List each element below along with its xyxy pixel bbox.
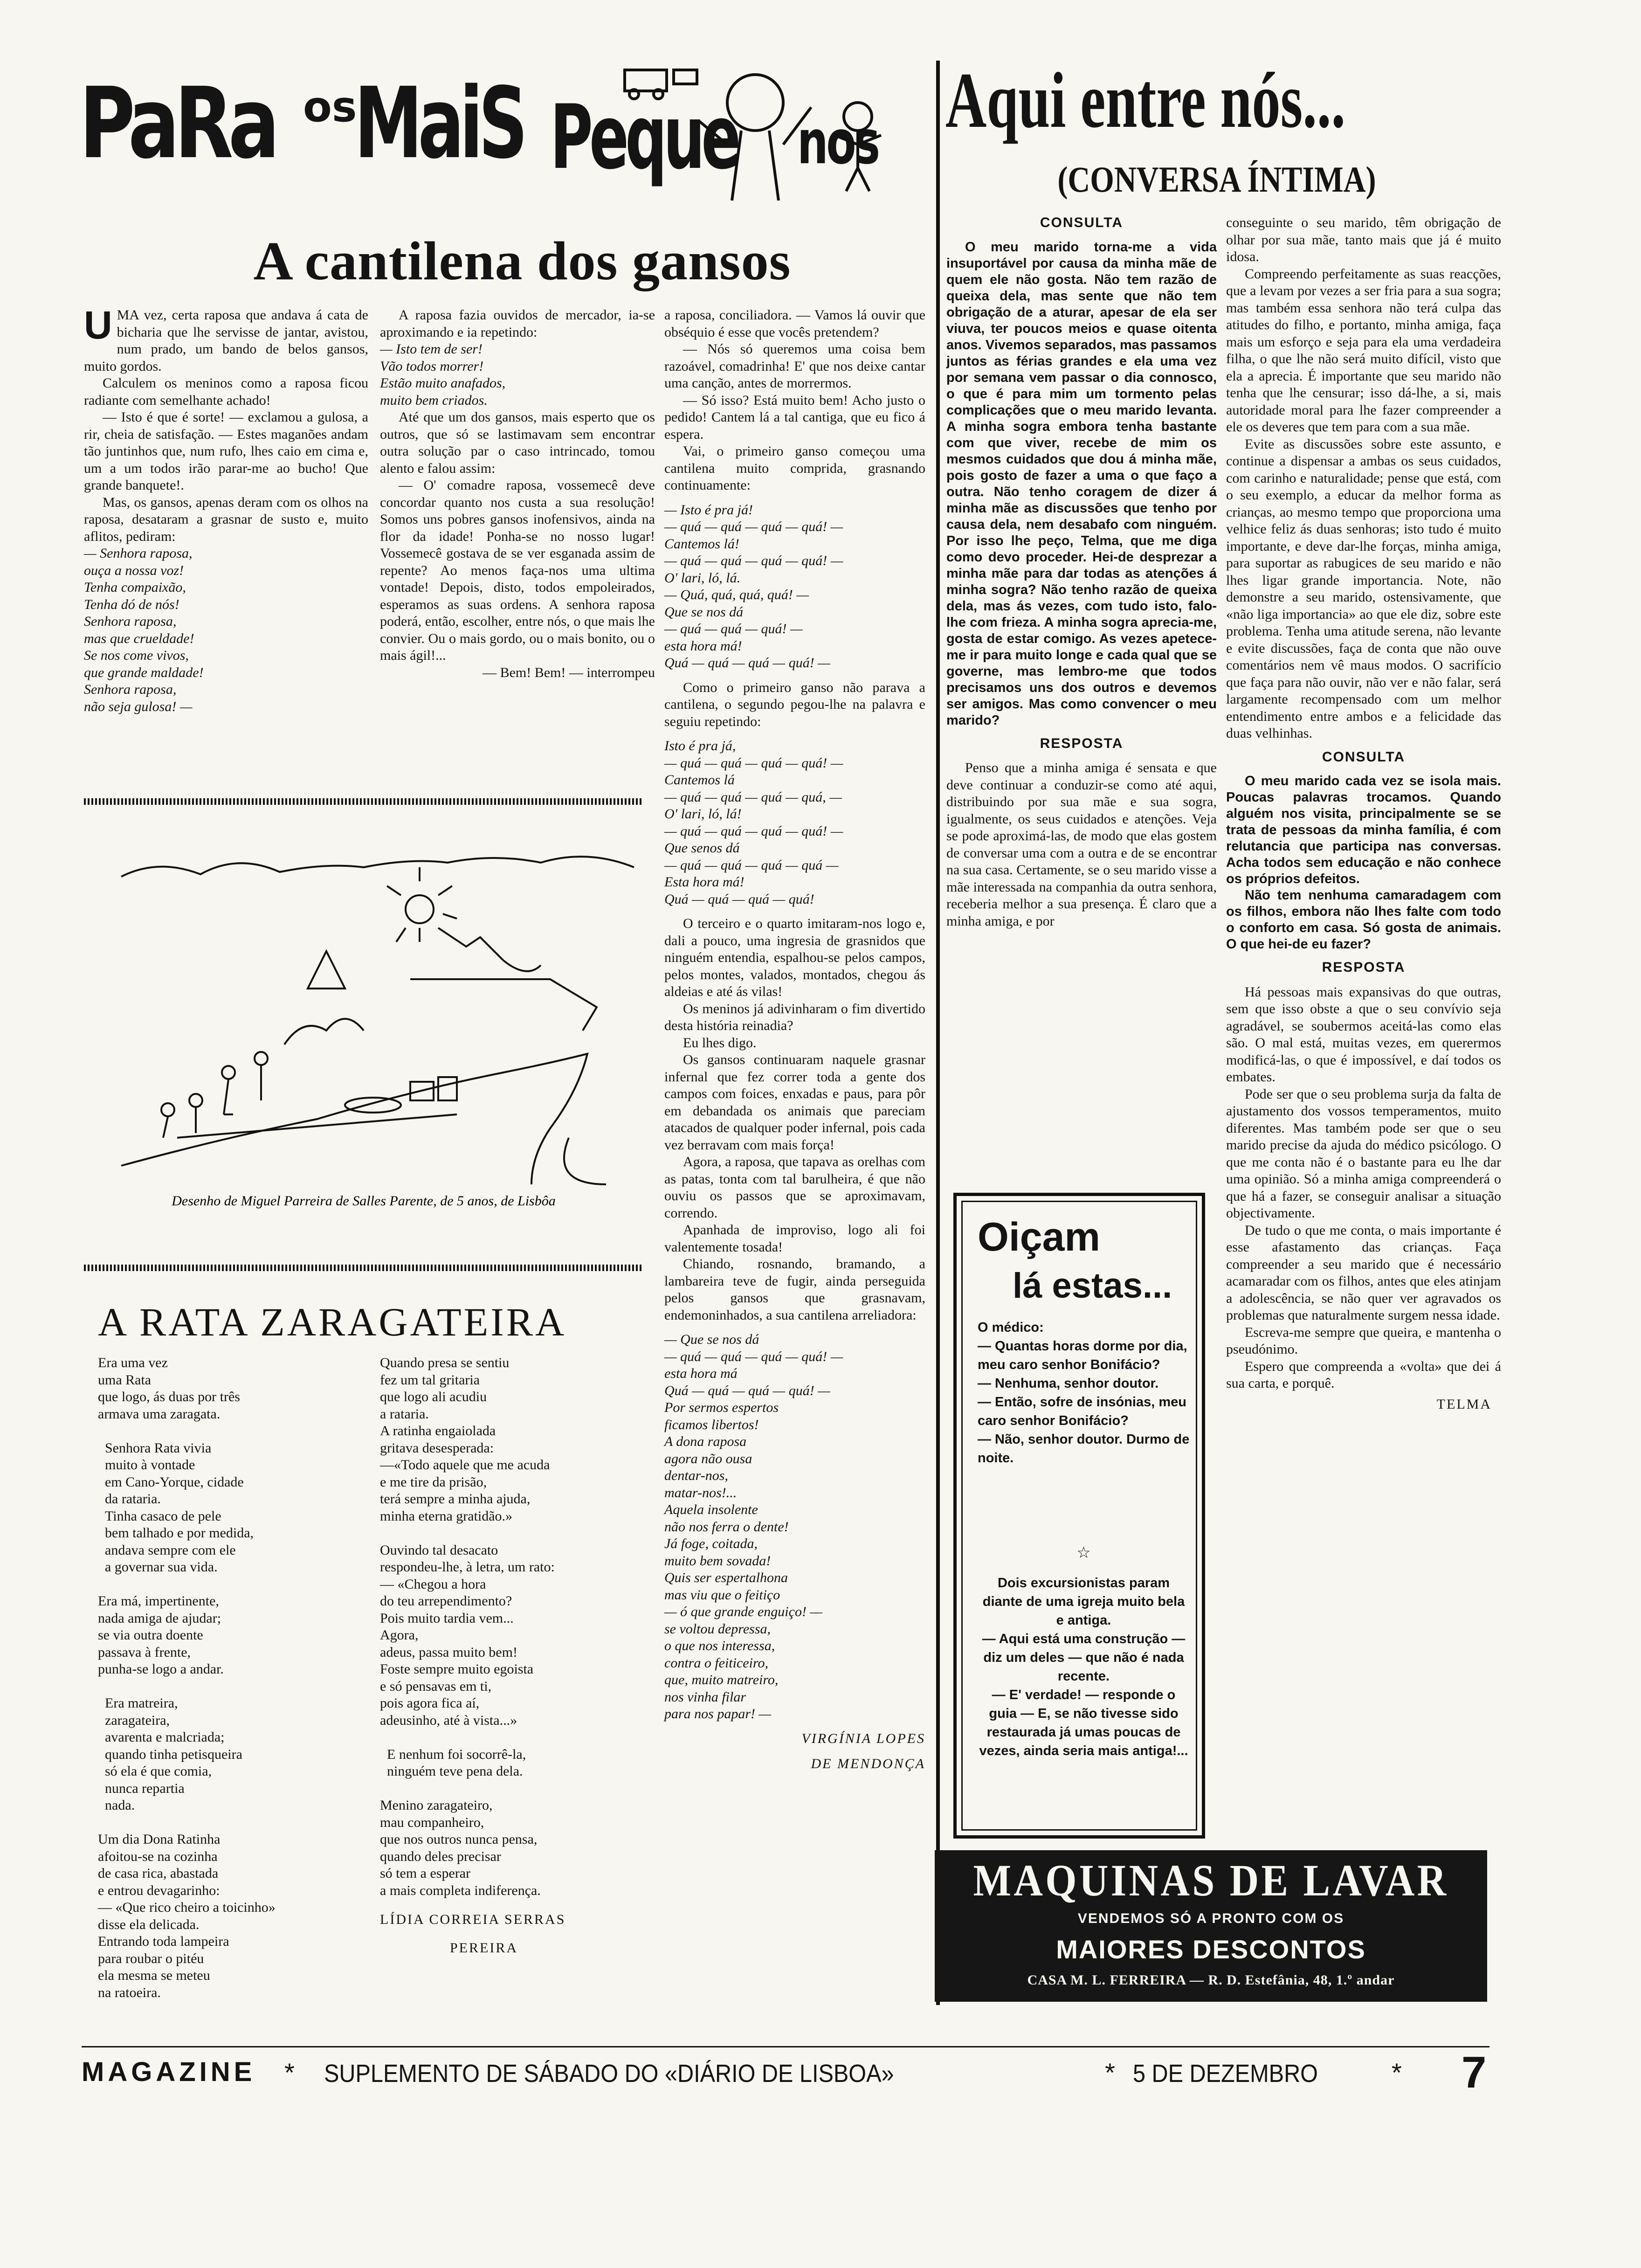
author-line: DE MENDONÇA <box>811 1756 925 1771</box>
jokes-title-2: lá estas... <box>1013 1266 1172 1306</box>
paragraph: Apanhada de improviso, logo ali foi valentemente tosada! <box>664 1222 925 1255</box>
paragraph: — O' comadre raposa, vossemecê deve concordar quanto nos custa a sua resolução! Somos uns pobres gansos inofensivos, ainda na flor da idade! Ponha-se no nosso lugar! Vossemecê gostava de se ver esganada assim de repente? Ao menos faça-nos uma ultima vontade! Depois, disto, todos empoleirados, esperamos as suas ordens. A senhora raposa poderá, então, escolher, entre nós, o que mais lhe convier. Ou o mais gordo, ou o mais bonito, ou o mais ágil!... <box>380 477 655 663</box>
paragraph: Vai, o primeiro ganso começou uma cantilena muito comprida, grasnando continuamente: <box>664 443 925 493</box>
paragraph: Calculem os meninos como a raposa ficou radiante com semelhante achado! <box>84 375 368 408</box>
drawing-caption: Desenho de Miguel Parreira de Salles Parente, de 5 anos, de Lisbôa <box>172 1193 556 1209</box>
consulta-heading: CONSULTA <box>1040 215 1124 230</box>
paragraph: MA vez, certa raposa que andava á cata de bicharia que lhe servisse de jantar, avistou, num prado, um bando de belos gansos, muito gordos. <box>84 307 368 374</box>
ad-line-1: VENDEMOS SÓ A PRONTO COM OS <box>1077 1911 1345 1926</box>
joke-1: O médico: — Quantas horas dorme por dia, meu caro senhor Bonifácio? — Nenhuma, senhor doutor. — Então, sofre de insónias, meu caro senhor Bonifácio? — Não, senhor doutor. Durmo de noite. <box>978 1320 1190 1466</box>
ad-line-2: MAIORES DESCONTOS <box>1056 1935 1366 1964</box>
author-line: LÍDIA CORREIA SERRAS <box>380 1912 566 1927</box>
footer <box>82 2047 1489 2103</box>
footer-magazine: MAGAZINE <box>82 2057 256 2087</box>
masthead-title-peque: Peque <box>550 86 738 189</box>
column-divider <box>936 61 940 2005</box>
poem: — Que se nos dá — quá — quá — quá — quá! — esta hora má Quá — quá — quá — quá! — Por sermos espertos ficamos libertos! A dona raposa agora não ousa dentar-nos, matar-nos!... Aquela insolente não nos ferra o dente! Já foge, coitada, muito bem sovada! Quis ser espertalhona mas viu que o feitiço — ó que grande enguiço! — se voltou depressa, o que nos interessa, contra o feiticeiro, que, muito matreiro, nos vinha filar para nos papar! — <box>664 1332 843 1722</box>
author-line: PEREIRA <box>450 1940 518 1956</box>
footer-star-3: * <box>1392 2058 1402 2087</box>
paragraph: Chiando, rosnando, bramando, a lambareira teve de fugir, ainda perseguida pelos gansos que grasnavam, endemoninhados, a sua cantilena arreliadora: <box>664 1256 925 1323</box>
paragraph: O terceiro e o quarto imitaram-nos logo e, dali a pouco, uma ingresia de grasnidos que ninguém entendia, espalhou-se pelos campos, pelos montes, valados, montados, chegou ás aldeias e até ás vilas! <box>664 916 925 999</box>
dotted-rule <box>84 1265 643 1271</box>
paragraph: De tudo o que me conta, o mais importante é esse afastamento das crianças. Faça compreender a seu marido que é necessário acamaradar com os filhos, antes que eles atinjam a adolescência, se não quer ver agravados os problemas que naturalmente surgem nessa idade. <box>1226 1222 1501 1323</box>
poem: — Senhora raposa, ouça a nossa voz! Tenha compaixão, Tenha dó de nós! Senhora raposa, mas que crueldade! Se nos come vivos, que grande maldade! Senhora raposa, não seja gulosa! — <box>84 546 204 714</box>
article-title-cantilena: A cantilena dos gansos <box>253 230 791 291</box>
paragraph: — Bem! Bem! — interrompeu <box>483 664 655 680</box>
article-title-rata: A RATA ZARAGATEIRA <box>98 1300 567 1344</box>
consulta-text: O meu marido torna-me a vida insuportável por causa da minha mãe de quem ele não gosta. Não tem razão de queixa dela, mas sente que não tem obrigação de a aturar, apesar de ela ser viuva, ter poucos meios e quase oitenta anos. Vivemos separados, mas passamos juntos as férias grandes e ela uma vez por semana vem passar o dia connosco, o que é para mim um tormento pelas complicações que o meu marido levanta. A minha sogra embora tenha bastante com que viver, recebe de mim os mesmos cuidados que dou á minha mãe, pois gosto de fazer a uma o que faço a outra. Não tenho coragem de dizer á minha mãe as discussões que tenho por causa dela, nem desabafo com ninguém. Por isso lhe peço, Telma, que me diga como devo proceder. Hei-de desprezar a minha mãe para dar todas as atenções á minha sogra? Não tenho razão de queixa dela, mas ás vezes, com tudo isto, falo-lhe com frieza. A minha sogra aprecia-me, gosta de estar comigo. As vezes apetece-me ir para muito longe e cada qual que se governe, mas lembro-me que todos precisamos uns dos outros e devemos ser amigos. Mas como convencer o meu marido? <box>946 239 1217 728</box>
jokes-box <box>953 1193 1205 1839</box>
jokes-title-1: Oiçam <box>978 1215 1100 1259</box>
poem: Era uma vez uma Rata que logo, ás duas por três armava uma zaragata. Senhora Rata vivia muito à vontade em Cano-Yorque, cidade da rataria. Tinha casaco de pele bem talhado e por medida, andava sempre com ele a governar sua vida. Era má, impertinente, nada amiga de ajudar; se via outra doente passava à frente, punha-se logo a andar. Era matreira, zaragateira, avarenta e malcriada; quando tinha petisqueira só ela é que comia, nunca repartia nada. Um dia Dona Ratinha afoitou-se na cozinha de casa rica, abastada e entrou devagarinho: — «Que rico cheiro a toicinho» disse ela delicada. Entrando toda lampeira para roubar o pitéu ela mesma se meteu na ratoeira. <box>98 1355 276 2000</box>
masthead <box>79 61 918 214</box>
footer-text: SUPLEMENTO DE SÁBADO DO «DIÁRIO DE LISBOA» <box>324 2060 894 2088</box>
footer-date: 5 DE DEZEMBRO <box>1133 2060 1318 2088</box>
footer-star-1: * <box>284 2058 295 2087</box>
ad-title: MAQUINAS DE LAVAR <box>973 1855 1449 1905</box>
advice-column-1 <box>946 214 1217 930</box>
article1-column-1 <box>84 303 368 715</box>
consulta-text: Não tem nenhuma camaradagem com os filhos, embora não lhes falte com todo o conforto em casa. Só gosta de animais. O que hei-de eu fazer? <box>1226 888 1501 952</box>
page-number: 7 <box>1462 2047 1487 2097</box>
poem: Quando presa se sentiu fez um tal gritaria que logo ali acudiu a rataria. A ratinha engaiolada gritava desesperada: —«Todo aquele que me acuda e me tire da prisão, terá sempre a minha ajuda, minha eterna gratidão.» Ouvindo tal desacato respondeu-lhe, à letra, um rato: — «Chegou a hora do teu arrependimento? Pois muito tardia vem... Agora, adeus, passa muito bem! Foste sempre muito egoista e só pensavas em ti, pois agora fica aí, adeusinho, até à vista...» E nenhum foi socorrê-la, ninguém teve pena dela. Menino zaragateiro, mau companheiro, que nos outros nunca pensa, quando deles precisar só tem a esperar a mais completa indiferença. <box>380 1355 555 1898</box>
resposta-text: Penso que a minha amiga é sensata e que deve continuar a conduzir-se como até aqui, distribuindo por sua mãe e sua sogra, igualmente, os seus cuidados e atenções. Veja se pode aproximá-las, de modo que elas gostem de conversar uma com a outra e de se encontrar na sua casa. Certamente, se o seu marido visse a mãe interessada na companhia da outra senhora, receberia melhor a sua presença. É claro que a minha amiga, e por <box>946 760 1217 929</box>
paragraph: Espero que compreenda a «volta» que dei á sua carta, e porquê. <box>1226 1358 1501 1391</box>
author-line: VIRGÍNIA LOPES <box>801 1730 925 1746</box>
masthead-title-para: PaRa <box>79 66 275 180</box>
masthead-kids-illustration <box>615 51 895 205</box>
paragraph: Pode ser que o seu problema surja da falta de ajustamento dos vossos temperamentos, muito diferentes. Mas também pode ser que o seu marido precise da ajuda do médico psicólogo. O que me conta não é o bastante para eu lhe dar uma opinião. Só a minha amiga compreenderá o que há a fazer, se conseguir analisar a situação objectivamente. <box>1226 1086 1501 1221</box>
masthead-title-nos: nos <box>797 107 878 178</box>
paragraph: — Nós só queremos uma coisa bem razoável, comadrinha! E' que nos deixe cantar uma canção, antes de morrermos. <box>664 341 925 391</box>
paragraph: Até que um dos gansos, mais esperto que os outros, que só se lastimavam sem encontrar outra solução par o caso intrincado, tomou alento e falou assim: <box>380 409 655 476</box>
poem: Isto é pra já, — quá — quá — quá — quá! — Cantemos lá — quá — quá — quá — quá, — O' lari, ló, lá! — quá — quá — quá — quá! — Que senos dá — quá — quá — quá — quá — Esta hora má! Quá — quá — quá — quá! <box>664 738 843 907</box>
paragraph: Eu lhes digo. <box>683 1035 757 1051</box>
right-section-subtitle: (CONVERSA ÍNTIMA) <box>1057 159 1376 200</box>
article1-column-2 <box>380 307 655 681</box>
poem: — Isto tem de ser! Vão todos morrer! Estão muito anafados, muito bem criados. <box>380 341 506 408</box>
paragraph: Evite as discussões sobre este assunto, e continue a dispensar a ambas os seus cuidados, com carinho e naturalidade; pense que está, com o seu exemplo, a educar da melhor forma as crianças, ao mesmo tempo que proporciona uma velhice feliz ás duas senhoras; isto tudo é muito importante, e deve dar-lhe forças, minha amiga, para suportar as rabugices de seu marido e não lhes ligar grande importancia. Note, não demonstre a seu marido, ostensivamente, que «não liga importancia» ao que ele diz, sobre este problema. Tenha uma atitude serena, não levante e evite discussões, faça de conta que não ouve comentários nem vê maus modos. O sacrifício que faça para não ouvir, não ver e não falar, será largamente recompensado com um melhor entendimento entre ambos e a felicidade das duas velhinhas. <box>1226 436 1501 741</box>
masthead-title-mais: MaiS <box>354 66 524 180</box>
paragraph: Os meninos já adivinharam o fim divertido desta história reinadia? <box>664 1001 925 1033</box>
paragraph: Há pessoas mais expansivas do que outras, sem que isso obste a que o seu convívio seja agradável, se soubermos aceitá-las como elas são. O mal está, muitas vezes, em querermos modificá-las, o que é impossível, e daí todos os embates. <box>1226 984 1501 1085</box>
dropcap: U <box>84 303 112 347</box>
right-section-title: Aqui entre nós... <box>945 56 1346 144</box>
article1-column-3 <box>664 307 925 1773</box>
paragraph: Mas, os gansos, apenas deram com os olhos na raposa, desataram a grasnar de susto e, muito aflitos, pediram: <box>84 494 368 544</box>
joke-2: Dois excursionistas param diante de uma igreja muito bela e antiga. — Aqui está uma construção — diz um deles — que não é nada recente. — E' verdade! — responde o guia — E, se não tivesse sido restaurada já umas poucas de vezes, ainda seria mais antiga!... <box>979 1576 1188 1758</box>
paragraph: Escreva-me sempre que queira, e mantenha o pseudónimo. <box>1226 1324 1501 1357</box>
advice-column-2 <box>1226 214 1501 1413</box>
resposta-heading: RESPOSTA <box>1040 735 1124 751</box>
article2-column-b <box>380 1355 660 1957</box>
poem: — Isto é pra já! — quá — quá — quá — quá! — Cantemos lá! — quá — quá — quá — quá! — O' lari, ló, lá. — Quá, quá, quá, quá! — Que se nos dá — quá — quá — quá! — esta hora má! Quá — quá — quá — quá! — <box>664 502 843 671</box>
signature: TELMA <box>1436 1396 1492 1412</box>
dotted-rule <box>84 798 643 805</box>
article2-column-a <box>98 1355 378 2001</box>
child-drawing <box>84 811 643 1212</box>
footer-star-2: * <box>1105 2058 1115 2087</box>
star-separator-icon: ☆ <box>1076 1543 1091 1562</box>
paragraph: Compreendo perfeitamente as suas reacções, que a levam por vezes a ser fria para a sua sogra; mas também essa senhora não terá culpa das atitudes do filho, e portanto, minha amiga, faça mais um esforço e seja para ela uma verdadeira filha, o que lhe não será muito difícil, visto que ela a aprecia. É importante que seu marido não tenha que lhe censurar; isso dá-lhe, a si, mais autoridade moral para lhe fazer compreender a ele os deveres que tem para com a sua mãe. <box>1226 266 1501 435</box>
consulta-heading: CONSULTA <box>1322 749 1406 765</box>
paragraph: conseguinte o seu marido, têm obrigação de olhar por sua mãe, tanto mais que já é muito idosa. <box>1226 215 1501 264</box>
ad-line-3: CASA M. L. FERREIRA — R. D. Estefânia, 48, 1.º andar <box>1027 1972 1395 1988</box>
paragraph: a raposa, conciliadora. — Vamos lá ouvir que obséquio é esse que vocês pretendem? <box>664 307 925 340</box>
consulta-text: O meu marido cada vez se isola mais. Poucas palavras trocamos. Quando alguém nos visita, principalmente se se trata de pessoas da minha família, é com relutancia que participa nas conversas. Acha todos sem educação e não conhece os próprios defeitos. <box>1226 774 1501 886</box>
paragraph: Agora, a raposa, que tapava as orelhas com as patas, tonta com tal barulheira, é que não ouviu os passos que se aproximavam, correndo. <box>664 1154 925 1221</box>
resposta-heading: RESPOSTA <box>1322 960 1406 975</box>
paragraph: — Só isso? Está muito bem! Acho justo o pedido! Cantem lá a tal cantiga, que eu fico á espera. <box>664 392 925 442</box>
paragraph: Os gansos continuaram naquele grasnar infernal que fez correr toda a gente dos campos com foices, enxadas e paus, para pôr em debandada os animais que pareciam atacados de qualquer poder infernal, pois cada vez berravam com mais força! <box>664 1052 925 1153</box>
paragraph: Como o primeiro ganso não parava a cantilena, o segundo pegou-lhe na palavra e seguiu repetindo: <box>664 679 925 729</box>
paragraph: — Isto é que é sorte! — exclamou a gulosa, a rir, cheia de satisfação. — Estes maganões andam tão juntinhos que, num rufo, lhes caio em cima e, um a um todos irão parar-me ao bucho! Que grande banquete!. <box>84 409 368 493</box>
masthead-title-os: os <box>303 83 357 131</box>
ad-maquinas-de-lavar <box>935 1850 1487 2002</box>
paragraph: A raposa fazia ouvidos de mercador, ia-se aproximando e ia repetindo: <box>380 307 655 340</box>
